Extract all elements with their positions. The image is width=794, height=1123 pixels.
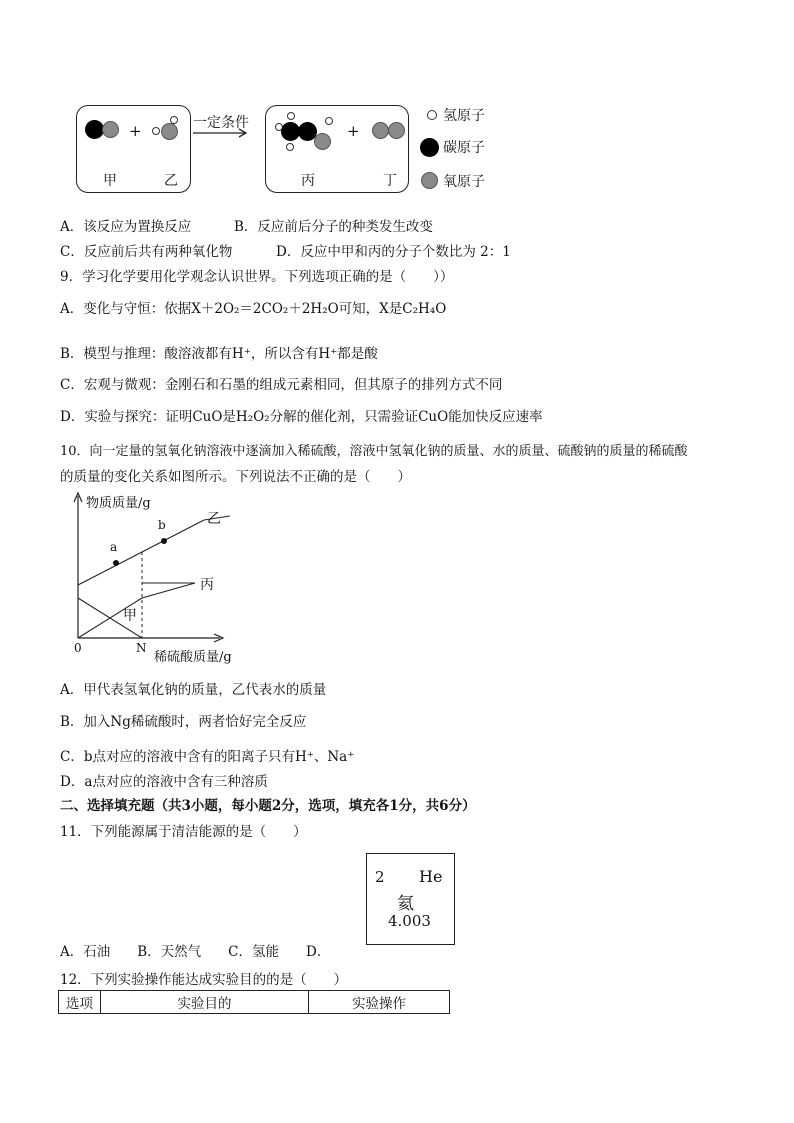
- q9-option-c: C．宏观与微观：金刚石和石墨的组成元素相同，但其原子的排列方式不同: [60, 377, 503, 393]
- table-header-row: [59, 991, 450, 1014]
- carbon-legend-icon: [420, 138, 439, 157]
- q8-option-a: A．该反应为置换反应: [60, 219, 192, 235]
- element-symbol: He: [419, 867, 443, 886]
- hydrogen-legend-icon: [427, 110, 437, 120]
- element-mass: 4.003: [388, 912, 431, 930]
- q10-option-d: D．a点对应的溶液中含有三种溶质: [60, 774, 268, 790]
- graph-label-a: a: [110, 540, 118, 554]
- legend-carbon: 碳原子: [443, 140, 485, 156]
- header-purpose: 实验目的: [101, 991, 309, 1014]
- graph-origin: 0: [74, 641, 82, 655]
- graph-x-label: 稀硫酸质量/g: [154, 650, 232, 665]
- legend-hydrogen: 氢原子: [443, 108, 485, 124]
- q10-option-a: A．甲代表氢氧化钠的质量，乙代表水的质量: [60, 682, 327, 698]
- hydrogen-atom-icon: [325, 117, 333, 125]
- q12-stem: 12．下列实验操作能达成实验目的的是（ ）: [60, 972, 348, 988]
- hydrogen-atom-icon: [286, 143, 294, 151]
- q8-option-c: C．反应前后共有两种氧化物: [60, 244, 233, 260]
- legend-oxygen: 氧原子: [443, 174, 485, 190]
- section-2-heading: 二、选择填充题（共3小题，每小题2分，选项，填充各1分，共6分）: [60, 798, 476, 814]
- point-a: [113, 560, 119, 566]
- graph-n-label: N: [136, 641, 147, 655]
- oxygen-atom-icon: [314, 133, 331, 150]
- plus-sign: +: [347, 122, 360, 140]
- q10-option-c: C．b点对应的溶液中含有的阳离子只有H⁺、Na⁺: [60, 749, 355, 765]
- line-yi: [78, 520, 204, 585]
- helium-element-card: [366, 853, 455, 945]
- experiment-table: [58, 990, 450, 1014]
- graph-label-jia: 甲: [123, 608, 137, 624]
- q11-options: A．石油 B．天然气 C．氢能 D．: [60, 944, 331, 960]
- oxygen-legend-icon: [421, 172, 438, 189]
- header-operation: 实验操作: [309, 991, 450, 1014]
- plus-sign: +: [129, 122, 142, 140]
- graph-label-bing: 丙: [200, 577, 214, 593]
- q8-option-d: D．反应中甲和丙的分子个数比为 2：1: [276, 244, 511, 260]
- hydrogen-atom-icon: [152, 127, 160, 135]
- q8-option-b: B．反应前后分子的种类发生改变: [234, 219, 433, 235]
- mass-graph: [60, 490, 260, 665]
- label-jia: 甲: [103, 173, 117, 189]
- label-yi: 乙: [164, 173, 178, 189]
- label-bing: 丙: [301, 173, 315, 189]
- oxygen-atom-icon: [388, 122, 405, 139]
- element-number: 2: [375, 868, 385, 886]
- q9-stem: 9．学习化学要用化学观念认识世界。下列选项正确的是（ ））: [60, 269, 454, 285]
- header-option: 选项: [59, 991, 101, 1014]
- arrow-icon: [193, 128, 249, 138]
- graph-label-yi: 乙: [207, 511, 221, 527]
- oxygen-atom-icon: [372, 122, 389, 139]
- q9-option-b: B．模型与推理：酸溶液都有H⁺，所以含有H⁺都是酸: [60, 346, 378, 362]
- oxygen-atom-icon: [102, 121, 119, 138]
- label-ding: 丁: [383, 173, 397, 189]
- element-name: 氦: [397, 894, 414, 914]
- q10-stem-line1: 10．向一定量的氢氧化钠溶液中逐滴加入稀硫酸，溶液中氢氧化钠的质量、水的质量、硫酸钠的质量的稀硫酸: [60, 444, 688, 459]
- graph-y-label: 物质质量/g: [86, 496, 151, 511]
- oxygen-atom-icon: [161, 123, 178, 140]
- reaction-condition: 一定条件: [193, 115, 249, 131]
- graph-label-b: b: [158, 518, 166, 532]
- q10-stem-line2: 的质量的变化关系如图所示。下列说法不正确的是（ ）: [60, 469, 411, 485]
- q11-stem: 11．下列能源属于清洁能源的是（ ）: [60, 824, 307, 840]
- hydrogen-atom-icon: [287, 112, 295, 120]
- q10-option-b: B．加入Ng稀硫酸时，两者恰好完全反应: [60, 714, 307, 730]
- q9-option-d: D．实验与探究：证明CuO是H₂O₂分解的催化剂，只需验证CuO能加快反应速率: [60, 409, 543, 425]
- q9-option-a: A．变化与守恒：依据X＋2O₂＝2CO₂＋2H₂O可知，X是C₂H₄O: [60, 301, 447, 317]
- point-b: [161, 538, 167, 544]
